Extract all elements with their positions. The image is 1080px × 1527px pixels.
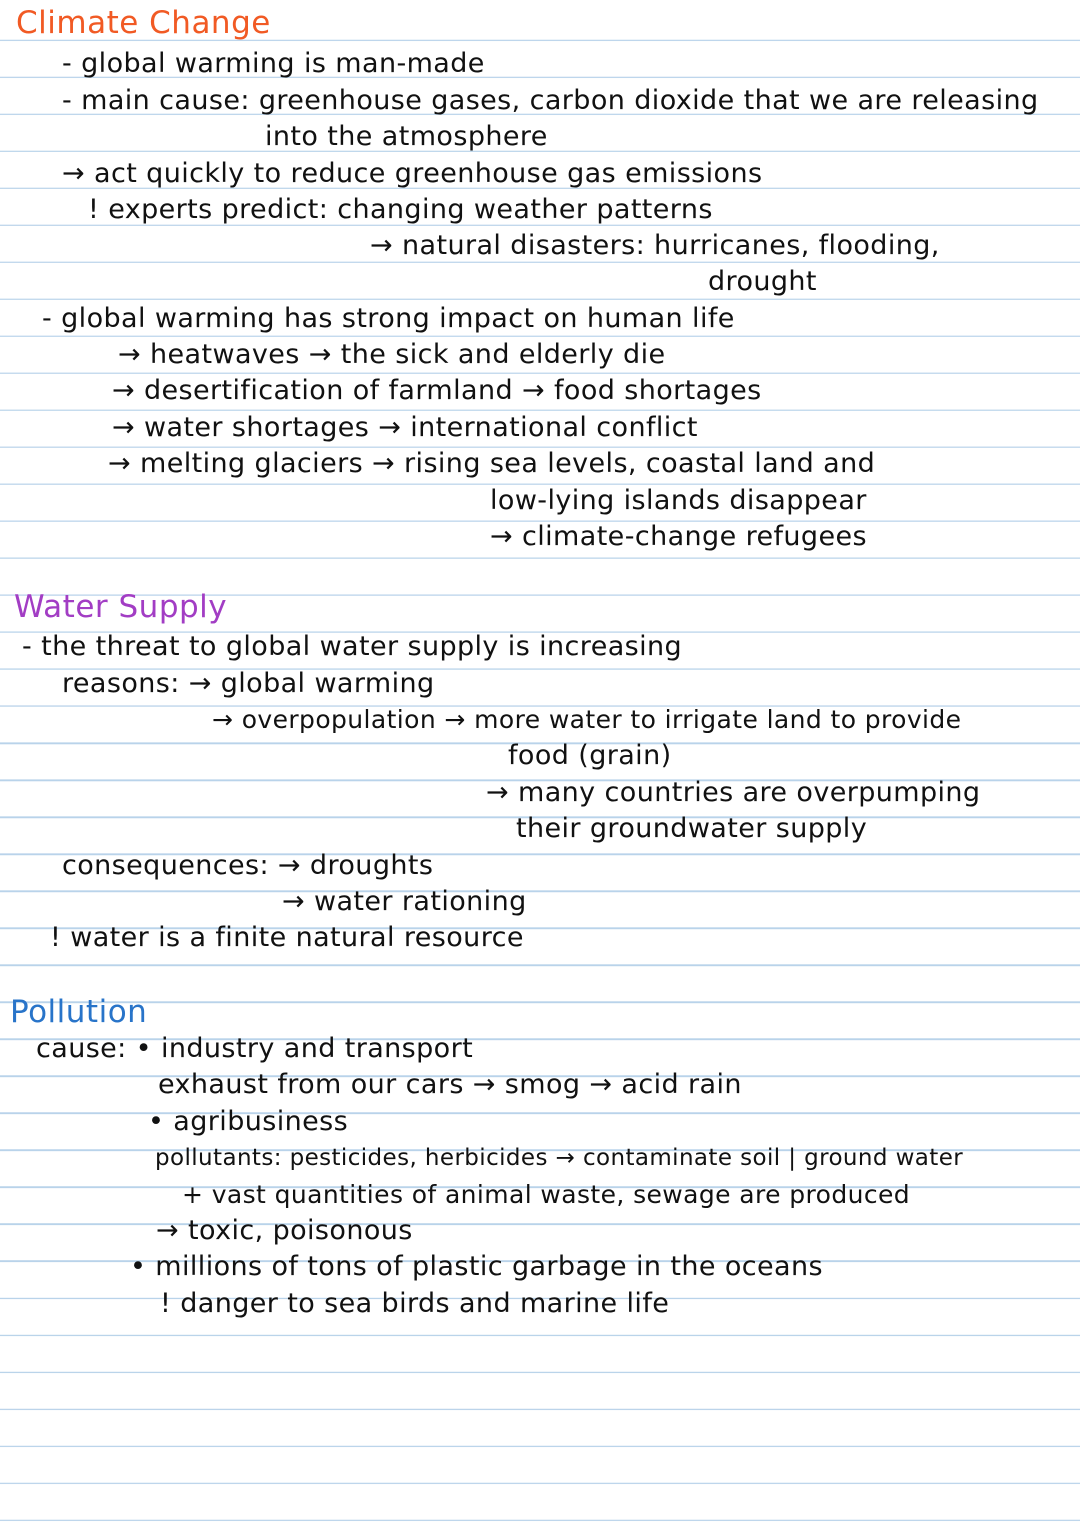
note-line: → water shortages → international conflict: [112, 412, 698, 443]
note-line: → overpopulation → more water to irrigate land to provide: [212, 705, 962, 734]
note-line: - global warming is man-made: [62, 48, 485, 79]
note-line: → natural disasters: hurricanes, flooding,: [370, 230, 940, 261]
climate-change-heading: Climate Change: [16, 5, 271, 41]
note-line: ! water is a finite natural resource: [50, 922, 524, 953]
note-line: → toxic, poisonous: [156, 1215, 413, 1246]
note-line: consequences: → droughts: [62, 850, 434, 881]
note-line: ! experts predict: changing weather patterns: [88, 194, 713, 225]
note-line: cause: • industry and transport: [36, 1033, 474, 1064]
note-line: • agribusiness: [148, 1106, 349, 1137]
note-line: drought: [708, 266, 817, 297]
note-line: → desertification of farmland → food shortages: [112, 375, 762, 406]
note-line: → climate-change refugees: [490, 521, 867, 552]
note-line: into the atmosphere: [265, 121, 548, 152]
water-supply-heading: Water Supply: [14, 589, 228, 625]
note-line: - main cause: greenhouse gases, carbon dioxide that we are releasing: [62, 85, 1039, 116]
note-line: → melting glaciers → rising sea levels, coastal land and: [108, 448, 876, 479]
note-line: → many countries are overpumping: [486, 777, 981, 808]
note-line: reasons: → global warming: [62, 668, 435, 699]
note-line: exhaust from our cars → smog → acid rain: [158, 1069, 742, 1100]
note-line: → water rationing: [282, 886, 527, 917]
note-line: pollutants: pesticides, herbicides → contaminate soil | ground water: [155, 1145, 964, 1171]
note-line: - global warming has strong impact on human life: [42, 303, 735, 334]
note-line: → heatwaves → the sick and elderly die: [118, 339, 666, 370]
note-line: → act quickly to reduce greenhouse gas emissions: [62, 158, 763, 189]
note-line: + vast quantities of animal waste, sewage are produced: [182, 1180, 911, 1209]
note-line: low-lying islands disappear: [490, 485, 867, 516]
note-line: food (grain): [508, 740, 672, 771]
note-line: - the threat to global water supply is increasing: [22, 631, 683, 662]
note-line: their groundwater supply: [516, 813, 868, 844]
note-line: • millions of tons of plastic garbage in the oceans: [130, 1251, 823, 1282]
note-line: ! danger to sea birds and marine life: [160, 1288, 670, 1319]
pollution-heading: Pollution: [10, 994, 148, 1030]
